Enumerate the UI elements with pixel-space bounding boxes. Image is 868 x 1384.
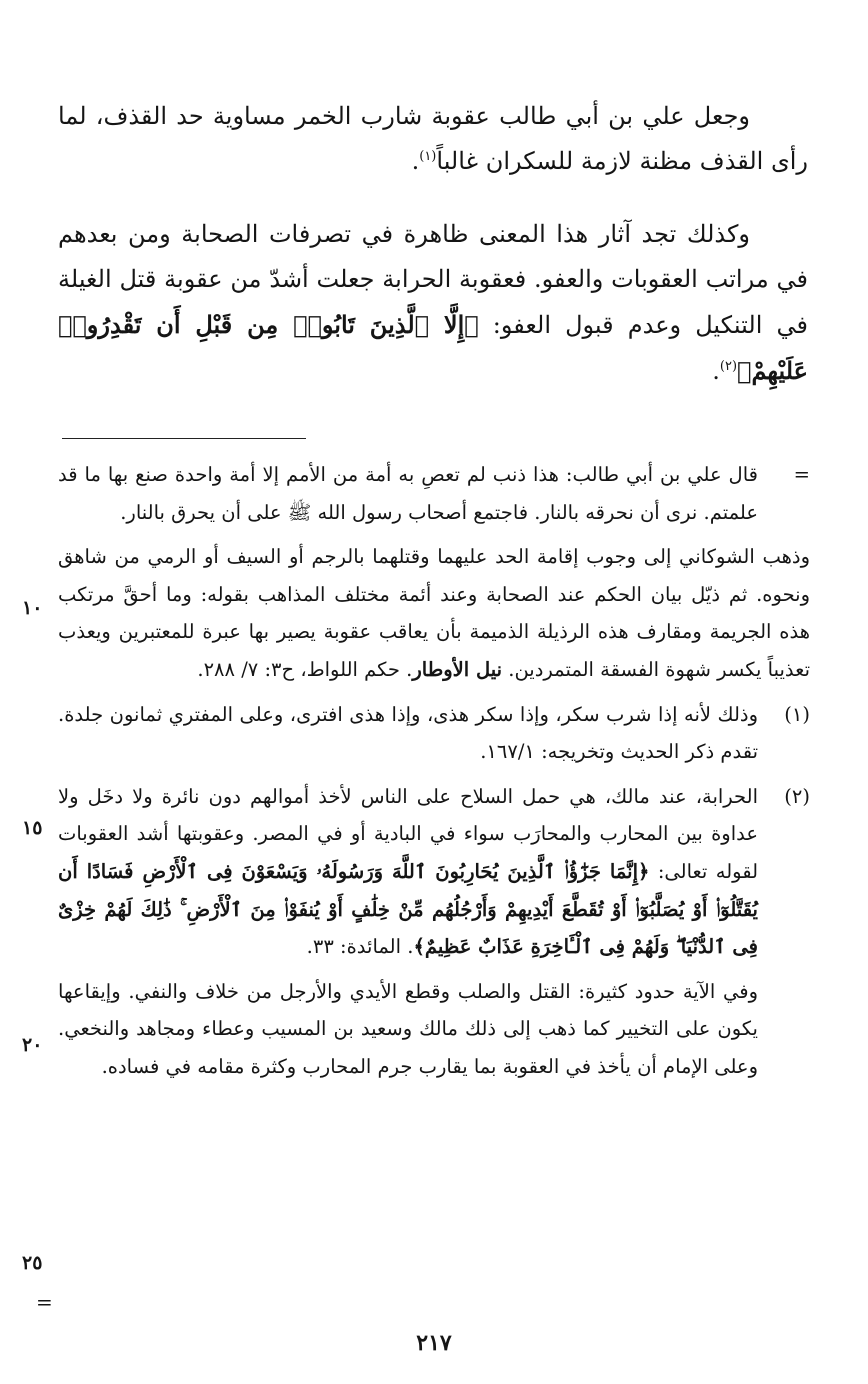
footnote-2-continued — [58, 973, 810, 1086]
footnote-1 — [58, 696, 810, 771]
line-number: ٢٠ — [22, 1034, 43, 1056]
main-text — [58, 94, 808, 394]
line-number: ١٥ — [22, 817, 43, 839]
footnote-2-marker: (٢) — [784, 784, 810, 808]
footnote-continued — [58, 456, 810, 531]
continues-marker: = — [36, 1290, 53, 1314]
source-title: نيل الأوطار — [412, 657, 503, 681]
footnote-2 — [58, 778, 810, 966]
paragraph-1-text: وجعل علي بن أبي طالب عقوبة شارب الخمر مساوية حد القذف، لما رأى القذف مظنة لازمة للسكران غالباً — [58, 102, 808, 175]
paragraph-2: وكذلك تجد آثار هذا المعنى ظاهرة في تصرفات الصحابة ومن بعدهم في مراتب العقوبات والعفو. فعقوبة الحرابة جعلت أشدّ من عقوبة قتل الغيلة في التنكيل وعدم قبول العفو: ﴿إِلَّا ٱلَّذِينَ تَابُوا۟ مِن قَبْلِ أَن تَقْدِرُوا۟ عَلَيْهِمْ﴾$^{(٢)}$. — [58, 220, 808, 385]
footnote-shawkani-text: وذهب الشوكاني إلى وجوب إقامة الحد عليهما وقتلهما بالرجم أو السيف أو الرمي من شاهق ونحوه. ثم ذيّل بيان الحكم عند الصحابة وعند أئمة مختلف المذاهب بقوله: وما أحقَّ مرتكب هذه الجريمة ومقارف هذه الرذيلة الذميمة بأن يعاقب عقوبة يصير بها عبرة للمعتبرين ويعذب تعذيباً يكسر شهوة الفسقة المتمردين. نيل الأوطار. حكم اللواط، ح٣: ٧/ ٢٨٨. — [58, 545, 810, 681]
page-number: ٢١٧ — [416, 1330, 452, 1356]
quran-verse: ﴿إِلَّا ٱلَّذِينَ تَابُوا۟ مِن قَبْلِ أَن تَقْدِرُوا۟ عَلَيْهِمْ﴾ — [58, 310, 808, 385]
footnotes — [58, 456, 810, 1093]
footnote-ref-1[interactable]: (١) — [419, 149, 437, 164]
line-number: ١٠ — [22, 597, 43, 619]
continuation-marker: = — [793, 463, 810, 486]
footnote-1-marker: (١) — [784, 702, 810, 726]
footnote-ref-2[interactable]: (٢) — [719, 359, 738, 374]
line-number: ٢٥ — [22, 1252, 43, 1274]
footnote-1-text: وذلك لأنه إذا شرب سكر، وإذا سكر هذى، وإذا هذى افترى، وعلى المفتري ثمانون جلدة. تقدم ذكر الحديث وتخريجه: ١٦٧/١. — [58, 702, 758, 764]
footnote-2-text: الحرابة، عند مالك، هي حمل السلاح على الناس لأخذ أموالهم دون نائرة ولا دخَل ولا عداوة بين المحارب والمحارَب سواء في البادية أو في المصر. وعقوبتها أشد العقوبات لقوله تعالى: ﴿إِنَّمَا جَزَٰٓؤُا۟ ٱلَّذِينَ يُحَارِبُونَ ٱللَّهَ وَرَسُولَهُۥ وَيَسْعَوْنَ فِى ٱلْأَرْضِ فَسَادًا أَن يُقَتَّلُوٓا۟ أَوْ يُصَلَّبُوٓا۟ أَوْ تُقَطَّعَ أَيْدِيهِمْ وَأَرْجُلُهُم مِّنْ خِلَٰفٍ أَوْ يُنفَوْا۟ مِنَ ٱلْأَرْضِ ۚ ذَٰلِكَ لَهُمْ خِزْىٌ فِى ٱلدُّنْيَا ۖ وَلَهُمْ فِى ٱلْـَٔاخِرَةِ عَذَابٌ عَظِيمٌ﴾. المائدة: ٣٣. — [58, 784, 759, 959]
footnote-shawkani — [58, 538, 810, 688]
footnote-separator — [62, 438, 306, 439]
paragraph-2-text: وكذلك تجد آثار هذا المعنى ظاهرة في تصرفات الصحابة ومن بعدهم في مراتب العقوبات والعفو. فعقوبة الحرابة جعلت أشدّ من عقوبة قتل الغيلة في التنكيل وعدم قبول العفو: — [58, 220, 808, 339]
paragraph-1: وجعل علي بن أبي طالب عقوبة شارب الخمر مساوية حد القذف، لما رأى القذف مظنة لازمة للسكران غالباً$^{(١)}$. — [58, 102, 808, 175]
quran-verse-maida: ﴿إِنَّمَا جَزَٰٓؤُا۟ ٱلَّذِينَ يُحَارِبُونَ ٱللَّهَ وَرَسُولَهُۥ وَيَسْعَوْنَ فِى ٱلْأَرْضِ فَسَادًا أَن يُقَتَّلُوٓا۟ أَوْ يُصَلَّبُوٓا۟ أَوْ تُقَطَّعَ أَيْدِيهِمْ وَأَرْجُلُهُم مِّنْ خِلَٰفٍ أَوْ يُنفَوْا۟ مِنَ ٱلْأَرْضِ ۚ ذَٰلِكَ لَهُمْ خِزْىٌ فِى ٱلدُّنْيَا ۖ وَلَهُمْ فِى ٱلْـَٔاخِرَةِ عَذَابٌ عَظِيمٌ﴾ — [58, 859, 758, 959]
footnote-continued-text: قال علي بن أبي طالب: هذا ذنب لم تعصِ به أمة من الأمم إلا أمة واحدة صنع بها ما قد علمتم. نرى أن نحرقه بالنار. فاجتمع أصحاب رسول الله ﷺ على أن يحرق بالنار. — [58, 463, 758, 524]
footnote-2-continued-text: وفي الآية حدود كثيرة: القتل والصلب وقطع الأيدي والأرجل من خلاف والنفي. وإيقاعها يكون على التخيير كما ذهب إلى ذلك مالك وسعيد بن المسيب وعطاء ومجاهد والنخعي. وعلى الإمام أن يأخذ في العقوبة بما يقارب جرم المحارب وكثرة مقامه في فساده. — [58, 979, 758, 1078]
